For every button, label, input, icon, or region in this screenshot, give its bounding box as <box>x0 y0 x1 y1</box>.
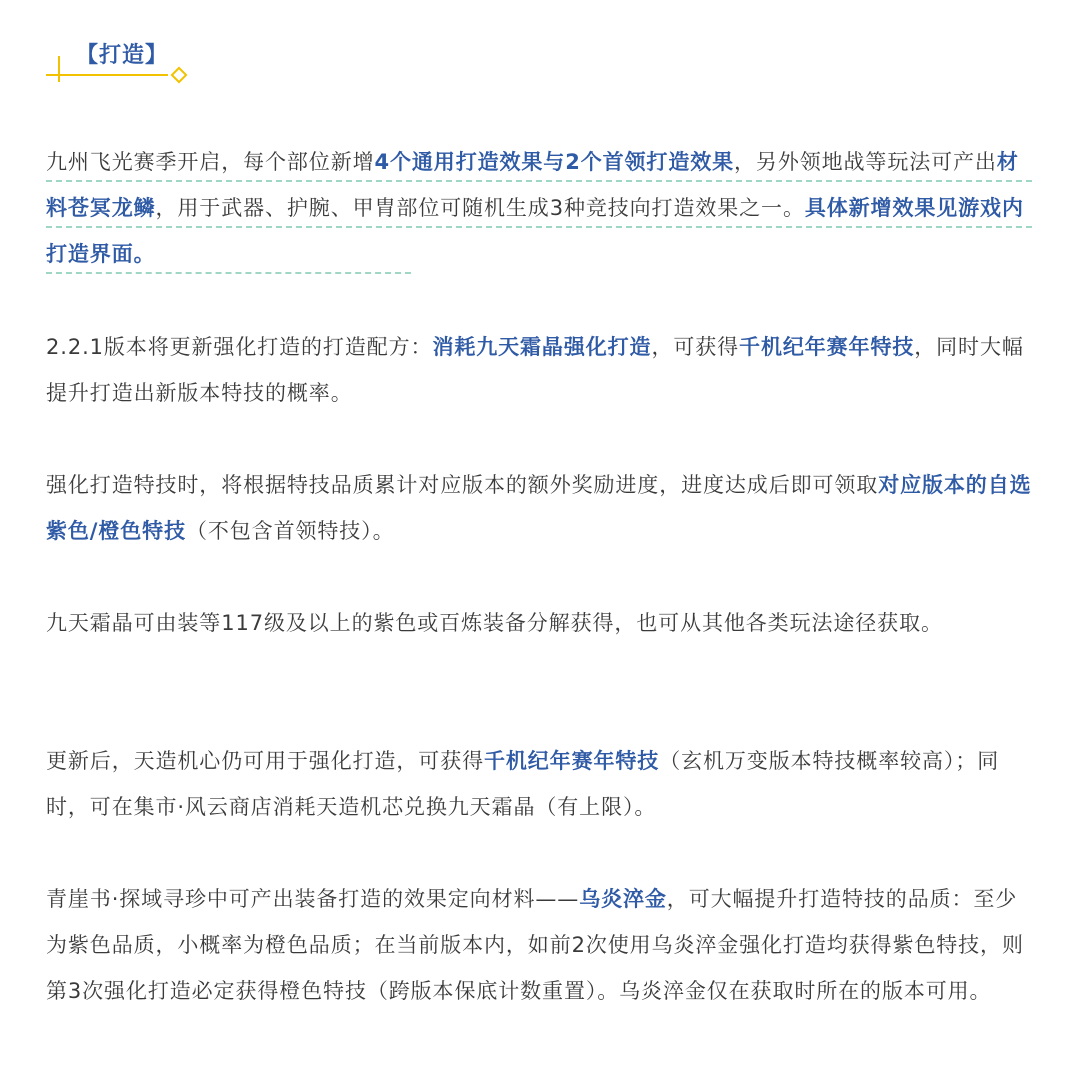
highlight-text: 消耗九天霜晶强化打造 <box>432 335 652 359</box>
paragraph-text: ，可获得 <box>651 335 740 359</box>
paragraph-text: 九州飞光赛季开启，每个部位新增 <box>46 150 375 174</box>
highlight-text: 对应版本的自选紫色/橙色特技 <box>46 473 1032 543</box>
paragraph-text: 2.2.1版本将更新强化打造的打造配方： <box>46 335 433 359</box>
highlight-text: 千机纪年赛年特技 <box>739 335 915 359</box>
paragraph-text: ，用于武器、护腕、甲胄部位可随机生成3种竞技向打造效果之一。 <box>155 196 805 220</box>
section-header <box>46 34 196 90</box>
paragraph-text: （不包含首领特技）。 <box>185 519 395 543</box>
paragraph-forging-recipe <box>46 324 1034 416</box>
highlight-text: 乌炎淬金 <box>579 887 667 911</box>
header-vertical-line <box>58 56 60 82</box>
highlight-text: 4个通用打造效果与2个首领打造效果 <box>374 150 735 174</box>
paragraph-text: （玄机万变版本特技概率较高）；同时，可在集市·风云商店消耗天造机芯兑换九天霜晶（有上限）。 <box>46 749 1000 819</box>
paragraph-text: 强化打造特技时，将根据特技品质累计对应版本的额外奖励进度，进度达成后即可领取 <box>46 473 879 497</box>
highlight-text: 具体新增效果见游戏内打造界面。 <box>46 196 1024 266</box>
highlight-text: 千机纪年赛年特技 <box>484 749 660 773</box>
paragraph-text: ，同时大幅提升打造出新版本特技的概率。 <box>46 335 1024 405</box>
paragraph-bonus-progress <box>46 462 1034 554</box>
paragraph-text: ，可大幅提升打造特技的品质：至少为紫色品质，小概率为橙色品质；在当前版本内，如前2次使用乌炎淬金强化打造均获得紫色特技，则第3次强化打造必定获得橙色特技（跨版本保底计数重置）。乌炎淬金仅在获取时所在的版本可用。 <box>46 887 1024 1003</box>
paragraph-text: ，另外领地战等玩法可产出 <box>734 150 997 174</box>
paragraph-frost-crystal-source <box>46 600 1034 646</box>
header-horizontal-line <box>46 74 168 76</box>
paragraph-directional-material <box>46 876 1034 1014</box>
paragraph-new-forging-effects <box>46 139 1034 277</box>
paragraph-text: 九天霜晶可由装等117级及以上的紫色或百炼装备分解获得，也可从其他各类玩法途径获取。 <box>46 611 943 635</box>
paragraph-text: 青崖书·探域寻珍中可产出装备打造的效果定向材料—— <box>46 887 580 911</box>
paragraph-mech-heart <box>46 738 1034 830</box>
diamond-icon <box>171 67 188 84</box>
highlight-text: 材料苍冥龙鳞 <box>46 150 1019 220</box>
paragraph-text: 更新后，天造机心仍可用于强化打造，可获得 <box>46 749 484 773</box>
section-title: 【打造】 <box>76 43 169 68</box>
